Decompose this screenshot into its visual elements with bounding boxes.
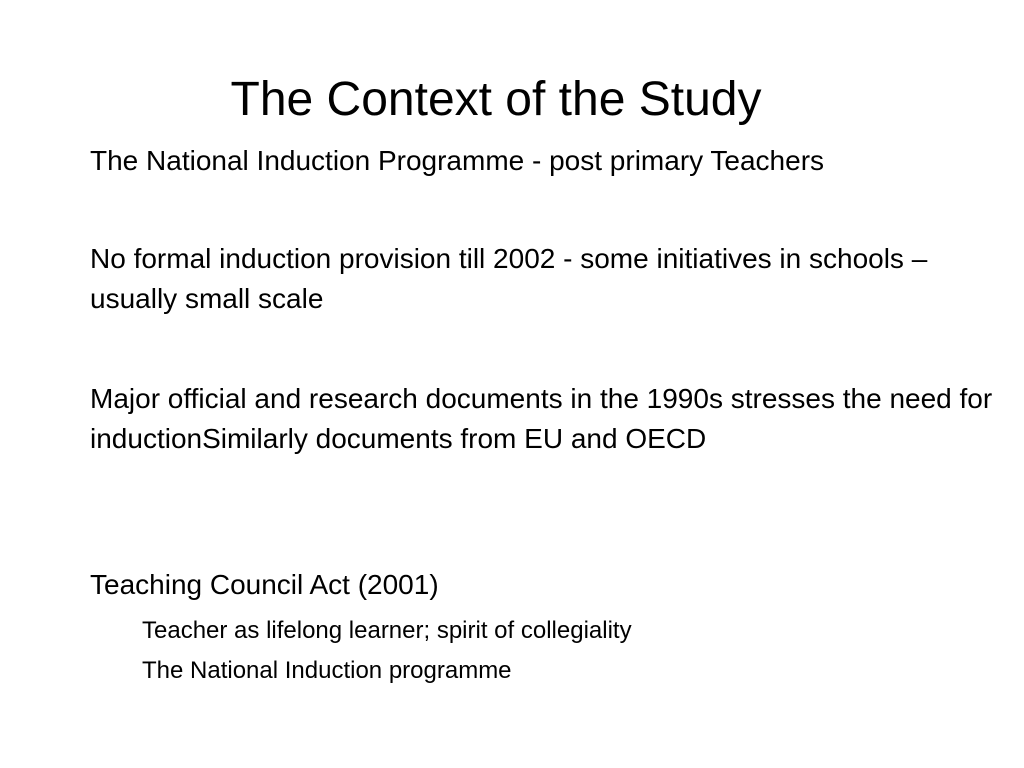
sub-point-induction-programme: The National Induction programme — [142, 657, 512, 684]
paragraph-no-formal-induction: No formal induction provision till 2002 - some initiatives in schools – usually small scale — [90, 243, 928, 314]
slide-title: The Context of the Study — [230, 73, 762, 126]
paragraph-major-documents: Major official and research documents in the 1990s stresses the need for inductionSimilarly documents from EU and OECD — [90, 383, 993, 454]
sub-point-lifelong-learner: Teacher as lifelong learner; spirit of collegiality — [142, 617, 632, 644]
paragraph-national-induction: The National Induction Programme - post primary Teachers — [90, 145, 825, 176]
paragraph-teaching-council-act: Teaching Council Act (2001) — [90, 569, 439, 600]
